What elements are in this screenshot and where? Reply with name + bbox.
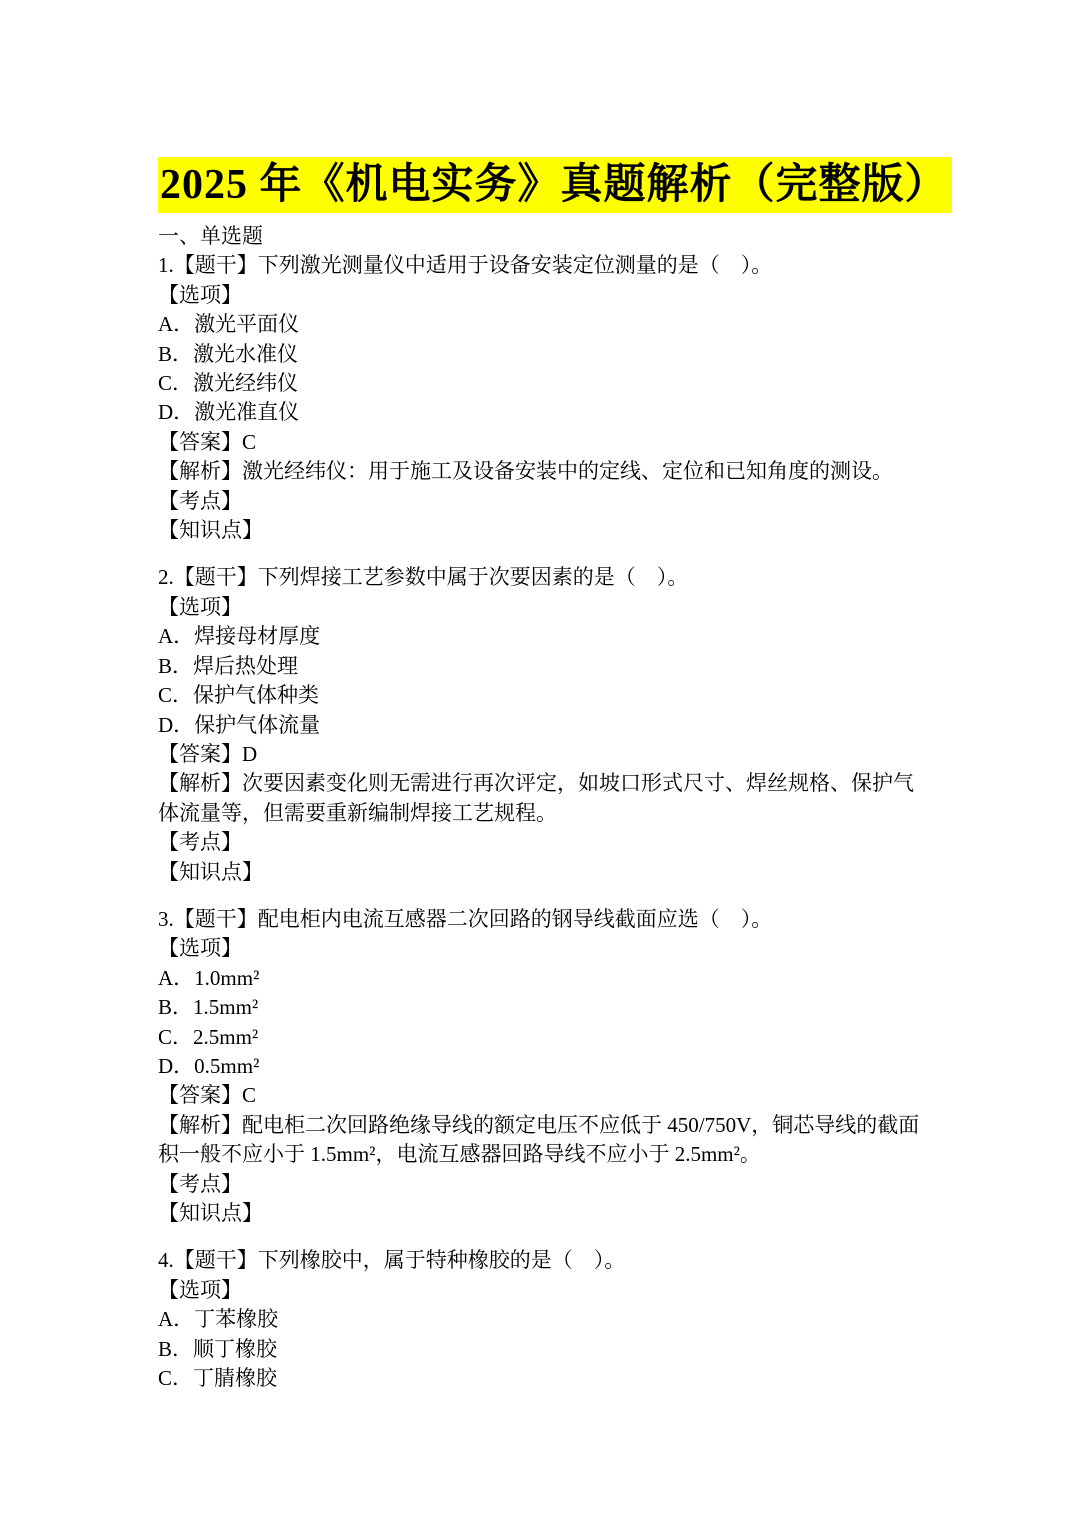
- question-2-options-label: 【选项】: [158, 594, 242, 619]
- question-3-stem: 3.【题干】配电柜内电流互感器二次回路的钢导线截面应选（ ）。: [158, 906, 773, 931]
- question-1-option-d: D．激光准直仪: [158, 400, 300, 425]
- question-block-4: [158, 1246, 924, 1393]
- question-block-1: [158, 251, 924, 545]
- question-1-option-c: C．激光经纬仪: [158, 371, 299, 396]
- question-2-answer: 【答案】D: [158, 741, 258, 766]
- question-block-3: [158, 905, 924, 1228]
- question-3-knowledge-point: 【知识点】: [158, 1201, 263, 1225]
- question-4-stem: 4.【题干】下列橡胶中，属于特种橡胶的是（ ）。: [158, 1248, 626, 1273]
- question-2-analysis: 【解析】次要因素变化则无需进行再次评定，如坡口形式尺寸、焊丝规格、保护气体流量等，但需要重新编制焊接工艺规程。: [158, 771, 914, 825]
- question-2-knowledge-point: 【知识点】: [158, 859, 263, 884]
- question-1-exam-point: 【考点】: [158, 488, 242, 513]
- question-2-option-b: B．焊后热处理: [158, 653, 299, 678]
- question-2-option-c: C．保护气体种类: [158, 683, 320, 708]
- question-block-2: [158, 563, 924, 886]
- section-heading: 一、单选题: [158, 224, 263, 248]
- page-title: [158, 157, 948, 213]
- question-1-answer: 【答案】C: [158, 429, 257, 454]
- question-1-stem: 1.【题干】下列激光测量仪中适用于设备安装定位测量的是（ ）。: [158, 253, 773, 278]
- question-3-option-c: C．2.5mm²: [158, 1024, 259, 1049]
- question-1-knowledge-point: 【知识点】: [158, 518, 263, 543]
- question-3-exam-point: 【考点】: [158, 1171, 242, 1196]
- question-4-option-a: A．丁苯橡胶: [158, 1307, 279, 1332]
- question-1-option-b: B．激光水准仪: [158, 341, 299, 366]
- question-3-answer: 【答案】C: [158, 1083, 257, 1108]
- question-2-option-d: D．保护气体流量: [158, 712, 321, 737]
- question-2-stem: 2.【题干】下列焊接工艺参数中属于次要因素的是（ ）。: [158, 565, 689, 590]
- question-4-option-c: C．丁腈橡胶: [158, 1366, 278, 1391]
- question-1-options-label: 【选项】: [158, 282, 242, 307]
- question-2-exam-point: 【考点】: [158, 830, 242, 855]
- question-3-options-label: 【选项】: [158, 936, 242, 961]
- question-2-option-a: A．焊接母材厚度: [158, 624, 321, 649]
- question-4-options-label: 【选项】: [158, 1277, 242, 1302]
- question-3-analysis: 【解析】配电柜二次回路绝缘导线的额定电压不应低于 450/750V，铜芯导线的截面积一般不应小于 1.5mm²，电流互感器回路导线不应小于 2.5mm²。: [158, 1112, 920, 1167]
- page-title-highlight: 2025 年《机电实务》真题解析（完整版）: [158, 157, 952, 213]
- question-3-option-d: D．0.5mm²: [158, 1053, 260, 1078]
- question-1-analysis: 【解析】激光经纬仪：用于施工及设备安装中的定线、定位和已知角度的测设。: [158, 459, 893, 484]
- question-3-option-b: B．1.5mm²: [158, 995, 259, 1020]
- question-4-option-b: B．顺丁橡胶: [158, 1336, 278, 1361]
- question-3-option-a: A．1.0mm²: [158, 965, 260, 990]
- question-1-option-a: A．激光平面仪: [158, 312, 300, 337]
